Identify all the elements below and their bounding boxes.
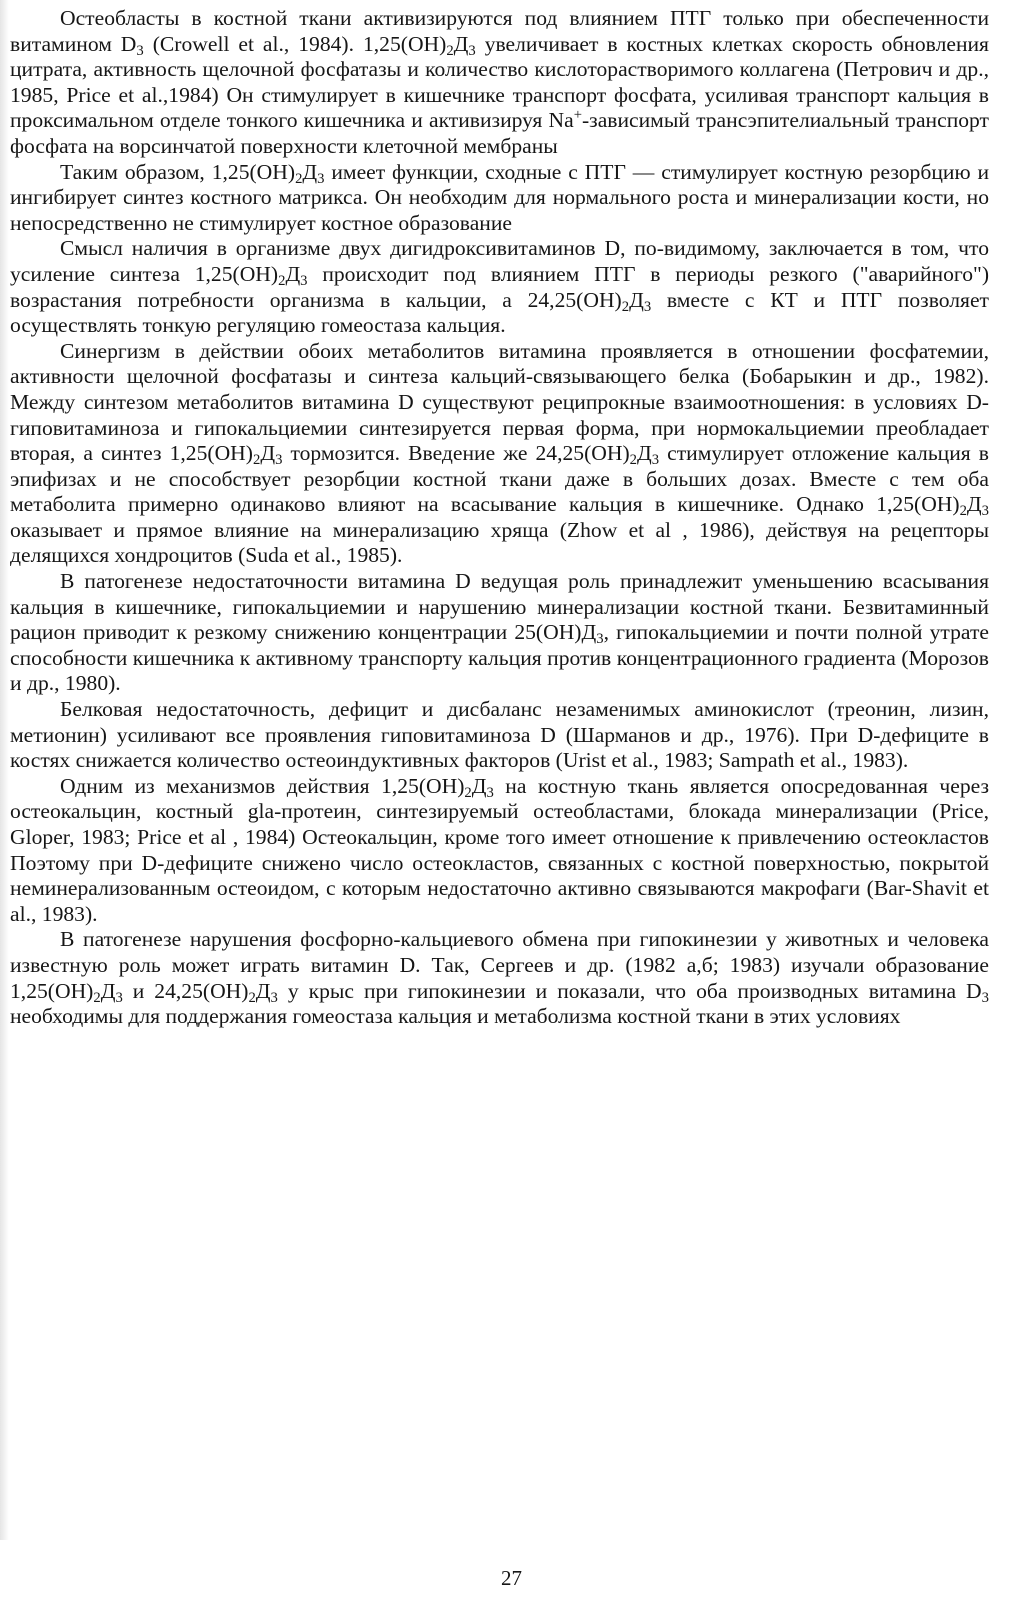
subscript: 3	[981, 503, 989, 520]
subscript: 2	[93, 989, 101, 1006]
text-run: -зависимый трансэпителиальный транспорт фосфата на ворсинчатой поверхности клеточной мембраны	[10, 108, 989, 158]
subscript: 3	[270, 989, 278, 1006]
paragraph	[10, 160, 989, 237]
text-run: Д	[637, 441, 652, 466]
text-run: Д	[966, 492, 982, 517]
superscript: +	[573, 107, 582, 124]
text-run: тормозится. Введение же 24,25(ОН)	[282, 441, 630, 466]
subscript: 2	[621, 298, 630, 315]
text-run: Таким образом, 1,25(ОН)	[60, 159, 296, 184]
subscript: 3	[981, 989, 989, 1006]
text-run: (Crowell et al., 1984). 1,25(ОН)	[143, 31, 447, 56]
subscript: 2	[464, 784, 472, 801]
subscript: 3	[115, 989, 123, 1006]
text-run: Д	[285, 261, 301, 286]
page-number: 27	[501, 1566, 522, 1590]
text-run: Д	[629, 287, 644, 312]
text-run: имеет функции, сходные с ПТГ — стимулирует костную резорбцию и ингибирует синтез костного матрикса. Он необходим для нормального роста и минерализации кости, но непосредственно не стимулирует костное образование	[10, 159, 989, 235]
paragraph	[10, 927, 989, 1029]
text-run: у крыс при гипокинезии и показали, что оба производных витамина D	[277, 978, 982, 1003]
subscript: 2	[629, 452, 638, 469]
text-run: Д	[255, 978, 271, 1003]
paragraph	[10, 569, 989, 697]
text-run: Остеобласты в костной ткани активизируются под влиянием ПТГ только при обеспеченности витамином D	[10, 6, 989, 56]
subscript: 3	[651, 452, 660, 469]
subscript: 3	[300, 273, 308, 290]
subscript: 2	[959, 503, 967, 520]
text-run: , гипокальциемии и почти полной утрате способности кишечника к активному транспорту кальция против концентрационного градиента (Морозов и др., 1980).	[10, 620, 989, 696]
scan-edge-shadow	[0, 0, 9, 1540]
paragraph	[10, 6, 989, 160]
subscript: 3	[468, 42, 476, 59]
subscript: 3	[596, 631, 604, 648]
text-run: Одним из механизмов действия 1,25(ОН)	[60, 773, 465, 798]
text-run: В патогенезе недостаточности витамина D ведущая роль принадлежит уменьшению всасывания кальция в кишечнике, гипокальциемии и нарушению минерализации костной ткани. Безвитаминный рацион приводит к резкому снижению концентрации 25(ОН)Д	[10, 569, 989, 645]
text-run: Д	[471, 773, 487, 798]
text-run: оказывает и прямое влияние на минерализацию хряща (Zhow et al , 1986), действуя на рецепторы делящихся хондроцитов (Suda et al., 1985).	[10, 517, 989, 568]
subscript: 3	[275, 452, 283, 469]
text-run: на костную ткань является опосредованная через остеокальцин, костный gla-протеин, синтезируемый остеобластами, блокада минерализации (Price, Gloper, 1983; Price et al , 1984) Остеокальцин, кроме того имеет отношение к привлечению остеокластов Поэтому при D-дефиците снижено число остеокластов, связанных с костной поверхностью, покрытой неминерализованным остеоидом, с которым недостаточно активно связываются макрофаги (Bar-Shavit et al., 1983).	[10, 773, 989, 926]
text-run: стимулирует отложение кальция в эпифизах и не способствует резорбции костной ткани даже в больших дозах. Вместе с тем оба метаболита примерно одинаково влияют на всасывание кальция в кишечнике. Однако 1,25(ОН)	[10, 441, 989, 517]
text-run: В патогенезе нарушения фосфорно-кальциевого обмена при гипокинезии у животных и человека известную роль может играть витамин D. Так, Сергеев и др. (1982 а,б; 1983) изучали образование 1,25(ОН)	[10, 927, 989, 1003]
subscript: 2	[248, 989, 256, 1006]
text-run: необходимы для поддержания гомеостаза кальция и метаболизма костной ткани в этих условиях	[10, 1004, 901, 1029]
subscript: 2	[252, 452, 261, 469]
subscript: 3	[136, 42, 144, 59]
paragraph	[10, 339, 989, 569]
text-run: увеличивает в костных клетках скорость обновления цитрата, активность щелочной фосфатазы и количество кислоторастворимого коллагена (Петрович и др., 1985, Price et al.,1984) Он стимулирует в кишечнике транспорт фосфата, усиливая транспорт кальция в проксимальном отделе тонкого кишечника и активизируя Na	[10, 31, 989, 133]
subscript: 3	[486, 784, 494, 801]
paragraph	[10, 236, 989, 338]
paragraph	[10, 697, 989, 774]
text-run: Д	[453, 31, 469, 56]
text-body	[10, 6, 989, 1030]
subscript: 3	[317, 170, 325, 187]
paragraph	[10, 774, 989, 928]
text-run: Синергизм в действии обоих метаболитов витамина проявляется в отношении фосфатемии, активности щелочной фосфатазы и синтеза кальций-связывающего белка (Бобарыкин и др., 1982). Между синтезом метаболитов витамина D существуют реципрокные взаимоотношения: в условиях D-гиповитаминоза и гипокальциемии синтезируется первая форма, при нормокальциемии преобладает вторая, а синтез 1,25(ОН)	[10, 338, 989, 466]
text-run: Смысл наличия в организме двух дигидроксивитаминов D, по-видимому, заключается в том, что усиление синтеза 1,25(ОН)	[10, 236, 989, 286]
text-run: вместе с КТ и ПТГ позволяет осуществлять тонкую регуляцию гомеостаза кальция.	[10, 287, 989, 338]
text-run: Д	[302, 159, 318, 184]
text-run: происходит под влиянием ПТГ в периоды резкого ("аварийного") возрастания потребности организма в кальции, а 24,25(ОН)	[10, 261, 990, 312]
subscript: 2	[278, 273, 286, 290]
text-run: Д	[260, 441, 276, 466]
subscript: 2	[446, 42, 454, 59]
text-run: Белковая недостаточность, дефицит и дисбаланс незаменимых аминокислот (треонин, лизин, метионин) усиливают все проявления гиповитаминоза D (Шарманов и др., 1976). При D-дефиците в костях снижается количество остеоиндуктивных факторов (Urist et al., 1983; Sampath et al., 1983).	[10, 697, 989, 773]
text-run: и 24,25(ОН)	[122, 978, 249, 1003]
subscript: 3	[643, 298, 652, 315]
text-run: Д	[100, 978, 116, 1003]
subscript: 2	[295, 170, 303, 187]
